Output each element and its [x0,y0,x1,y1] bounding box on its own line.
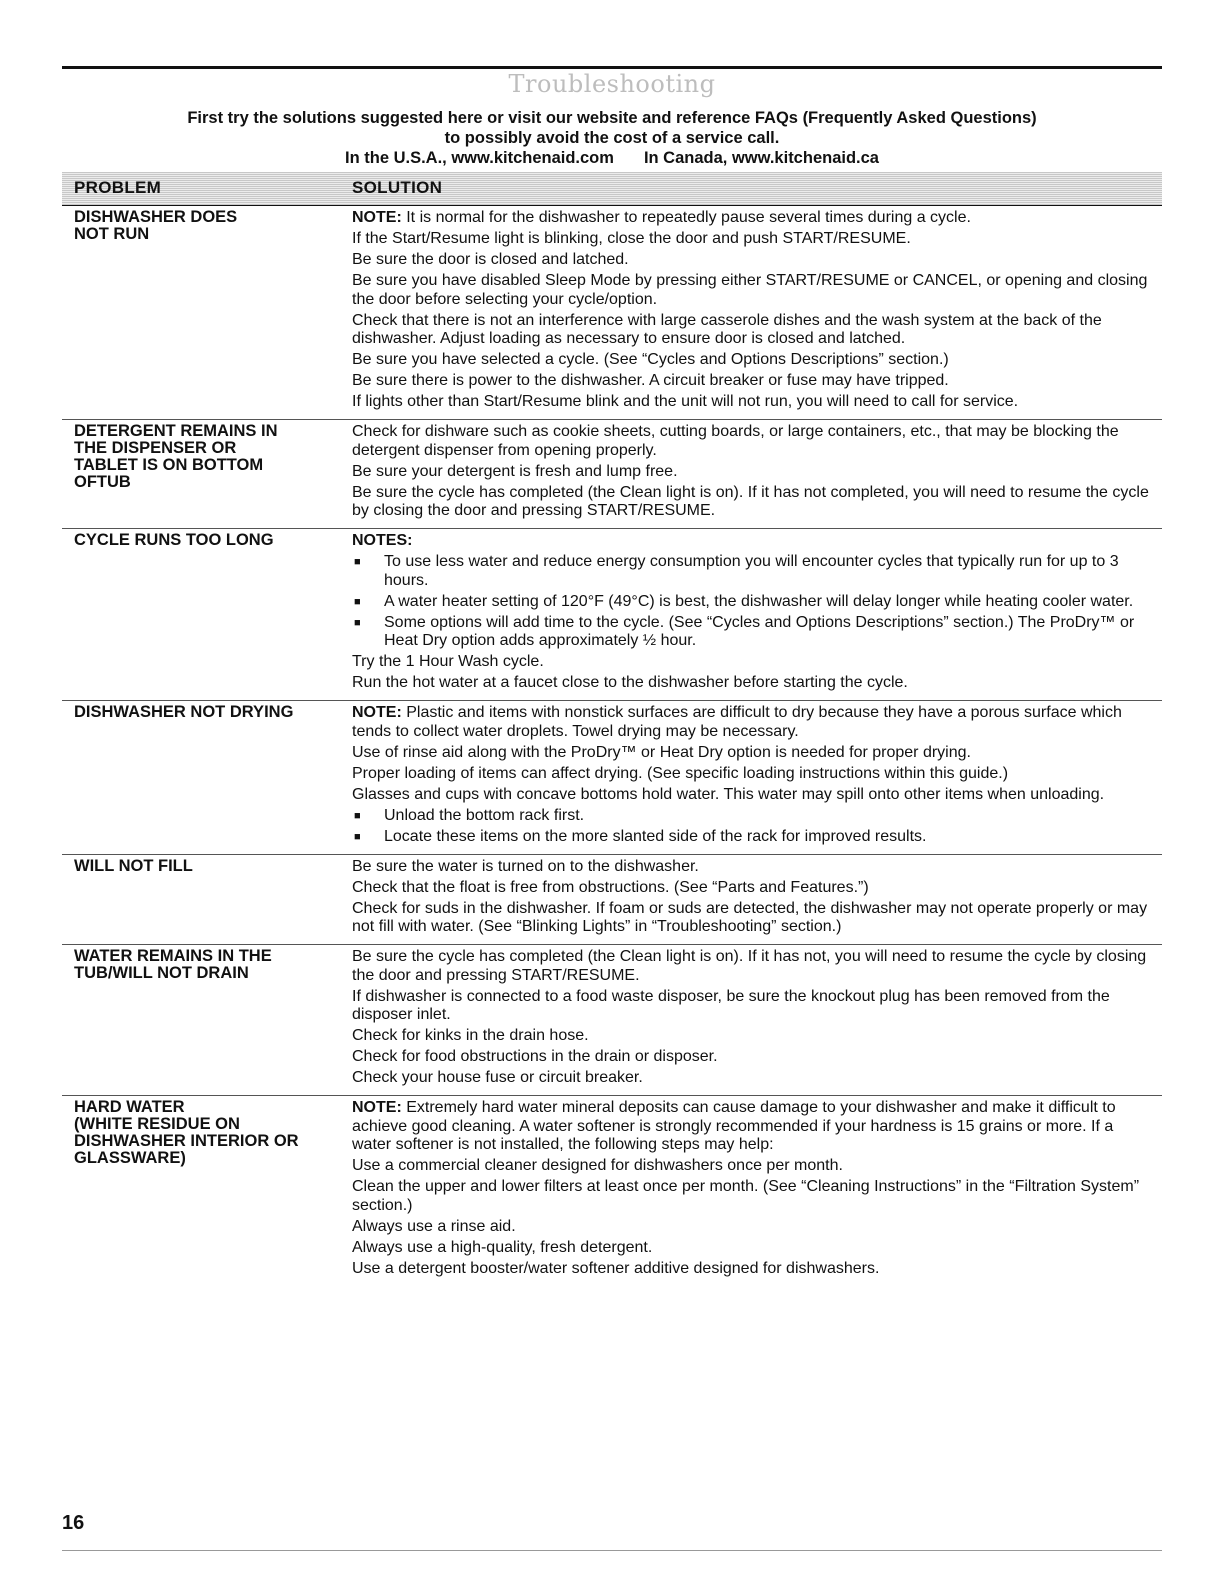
problem-text: WILL NOT FILL [74,856,193,875]
solution-paragraph [352,858,1152,877]
solution-text: Check for suds in the dishwasher. If foam or suds are detected, the dishwasher may not operate properly or may not fill with water. (See “Blinking Lights” in “Troubleshooting” section.) [352,899,1148,935]
solution-text: Be sure the water is turned on to the dishwasher. [352,857,699,875]
table-header [62,172,1162,206]
note-label: NOTE: [352,209,402,226]
note-label: NOTE: [352,704,402,721]
solution-paragraph [352,704,1152,741]
table-row [62,529,1162,701]
solution-text: Be sure you have selected a cycle. (See “Cycles and Options Descriptions” section.) [352,351,949,368]
solution-paragraph [352,1239,1152,1258]
problem-text: DETERGENT REMAINS IN [74,422,278,440]
solution-paragraph [352,393,1152,412]
problem-text: TABLET IS ON BOTTOM [74,456,264,474]
solution-text: Extremely hard water mineral deposits can cause damage to your dishwasher and make it difficult to achieve good cleaning. A water softener is strongly recommended if your hardness is 15 grains or more. If a water softener is not installed, the following steps may help: [352,1099,1116,1153]
table-row [62,420,1162,529]
solution-text: Use of rinse aid along with the ProDry™ or Heat Dry option is needed for proper drying. [352,743,971,761]
bullet-text: Unload the bottom rack first. [384,806,585,824]
solution-paragraph [352,879,1152,898]
problem-text: GLASSWARE) [74,1149,186,1167]
bullet-text: A water heater setting of 120°F (49°C) is best, the dishwasher will delay longer while heating cooler water. [384,592,1134,610]
bullet-item [352,807,1152,826]
problem-text: DISHWASHER INTERIOR OR [74,1132,299,1150]
solution-text: Check for kinks in the drain hose. [352,1027,589,1044]
problem-column-header: PROBLEM [74,178,162,197]
solution-text: If lights other than Start/Resume blink and the unit will not run, you will need to call for service. [352,393,1019,410]
solution-text: It is normal for the dishwasher to repeatedly pause several times during a cycle. [401,209,971,226]
problem-cell [62,1099,352,1281]
solution-text: Check for food obstructions in the drain or disposer. [352,1048,718,1065]
solution-paragraph [352,653,1152,672]
bullet-item [352,828,1152,847]
solution-text: Be sure the door is closed and latched. [352,251,629,268]
intro-line-1: First try the solutions suggested here or visit our website and reference FAQs (Frequently Asked Questions) [187,109,1037,127]
manual-page [62,0,1162,1585]
problem-text: NOT RUN [74,225,150,243]
solution-paragraph [352,988,1152,1025]
solution-text: Glasses and cups with concave bottoms hold water. This water may spill onto other items when unloading. [352,785,1105,803]
problem-text: DISHWASHER DOES [74,208,238,226]
note-label: NOTES: [352,532,413,549]
table-row [62,945,1162,1096]
problem-text: HARD WATER [74,1098,185,1116]
solution-paragraph [352,1178,1152,1215]
solution-paragraph [352,251,1152,270]
solution-text: Be sure the cycle has completed (the Clean light is on). If it has not completed, you will need to resume the cycle by closing the door and pressing START/RESUME. [352,483,1149,519]
solution-text: Use a detergent booster/water softener additive designed for dishwashers. [352,1259,880,1277]
solution-cell [352,209,1162,414]
solution-paragraph [352,209,1152,228]
troubleshooting-table [62,206,1162,1286]
problem-cell [62,858,352,940]
solution-cell [352,858,1162,940]
solution-paragraph [352,272,1152,309]
canada-website: In Canada, www.kitchenaid.ca [643,149,879,167]
solution-paragraph [352,674,1152,693]
bullet-item [352,593,1152,612]
solution-text: Proper loading of items can affect drying. (See specific loading instructions within this guide.) [352,764,1009,782]
solution-text: Use a commercial cleaner designed for dishwashers once per month. [352,1157,843,1174]
bottom-divider [62,1550,1162,1551]
problem-cell [62,948,352,1090]
solution-paragraph [352,532,1152,551]
bullet-square-icon: ■ [354,830,361,843]
intro-websites [62,148,1162,168]
problem-text: DISHWASHER NOT DRYING [74,703,294,721]
bullet-text: Some options will add time to the cycle. (See “Cycles and Options Descriptions” section.) The ProDry™ or Heat Dry option adds approximately ½ hour. [384,613,1135,649]
bullet-item [352,614,1152,651]
problem-cell [62,209,352,414]
solution-paragraph [352,423,1152,460]
solution-text: Check that there is not an interference with large casserole dishes and the wash system at the back of the dishwasher. Adjust loading as necessary to ensure door is closed and latched. [352,311,1102,347]
solution-paragraph [352,786,1152,805]
solution-text: Check that the float is free from obstructions. (See “Parts and Features.”) [352,878,869,896]
solution-paragraph [352,900,1152,937]
solution-text: Try the 1 Hour Wash cycle. [352,653,544,670]
problem-text: TUB/WILL NOT DRAIN [74,964,249,982]
solution-cell [352,1099,1162,1281]
problem-text: CYCLE RUNS TOO LONG [74,531,274,549]
problem-text: (WHITE RESIDUE ON [74,1115,240,1133]
bullet-text: Locate these items on the more slanted side of the rack for improved results. [384,827,927,845]
bullet-square-icon: ■ [354,809,361,822]
solution-paragraph [352,484,1152,521]
solution-paragraph [352,1157,1152,1176]
solution-text: Be sure there is power to the dishwasher. A circuit breaker or fuse may have tripped. [352,372,949,389]
intro-line-2: to possibly avoid the cost of a service call. [444,129,780,147]
solution-cell [352,532,1162,695]
problem-cell [62,704,352,849]
table-row [62,206,1162,420]
solution-text: Be sure your detergent is fresh and lump free. [352,462,678,480]
solution-text: Run the hot water at a faucet close to the dishwasher before starting the cycle. [352,674,908,691]
solution-text: Clean the upper and lower filters at least once per month. (See “Cleaning Instructions” in the “Filtration System” section.) [352,1178,1140,1214]
solution-cell [352,704,1162,849]
solution-paragraph [352,1069,1152,1088]
solution-paragraph [352,1218,1152,1237]
solution-paragraph [352,1099,1152,1155]
bullet-square-icon: ■ [354,616,361,629]
solution-cell [352,423,1162,523]
solution-paragraph [352,312,1152,349]
bullet-square-icon: ■ [354,556,361,568]
solution-paragraph [352,1048,1152,1067]
problem-text: OFTUB [74,473,131,491]
solution-text: Plastic and items with nonstick surfaces are difficult to dry because they have a porous surface which tends to collect water droplets. Towel drying may be necessary. [352,704,1122,740]
solution-paragraph [352,230,1152,249]
table-row [62,855,1162,946]
note-label: NOTE: [352,1099,402,1116]
solution-paragraph [352,463,1152,482]
table-row [62,1096,1162,1286]
table-row [62,701,1162,855]
problem-text: THE DISPENSER OR [74,439,237,457]
bullet-item [352,553,1152,590]
solution-text: Check your house fuse or circuit breaker. [352,1069,643,1086]
solution-text: Be sure the cycle has completed (the Clean light is on). If it has not, you will need to resume the cycle by closing the door and pressing START/RESUME. [352,948,1147,984]
page-title: Troubleshooting [508,70,716,98]
solution-text: Be sure you have disabled Sleep Mode by pressing either START/RESUME or CANCEL, or opening and closing the door before selecting your cycle/option. [352,272,1148,308]
solution-paragraph [352,744,1152,763]
solution-paragraph [352,372,1152,391]
bullet-text: To use less water and reduce energy consumption you will encounter cycles that typically run for up to 3 hours. [384,553,1119,589]
top-divider [62,66,1162,69]
problem-text: WATER REMAINS IN THE [74,947,272,965]
bullet-square-icon: ■ [354,595,361,608]
solution-column-header: SOLUTION [352,178,443,197]
solution-paragraph [352,1027,1152,1046]
solution-paragraph [352,948,1152,985]
problem-cell [62,532,352,695]
solution-text: If the Start/Resume light is blinking, close the door and push START/RESUME. [352,230,911,247]
solution-text: Check for dishware such as cookie sheets, cutting boards, or large containers, etc., that may be blocking the detergent dispenser from opening properly. [352,423,1119,459]
solution-text: Always use a rinse aid. [352,1217,516,1235]
solution-paragraph [352,765,1152,784]
us-website: In the U.S.A., www.kitchenaid.com [345,149,614,167]
solution-text: If dishwasher is connected to a food waste disposer, be sure the knockout plug has been removed from the disposer inlet. [352,987,1110,1023]
solution-paragraph [352,1260,1152,1279]
problem-cell [62,423,352,523]
intro-text [62,108,1162,168]
page-number: 16 [62,1512,85,1534]
solution-cell [352,948,1162,1090]
solution-text: Always use a high-quality, fresh detergent. [352,1238,653,1256]
solution-paragraph [352,351,1152,370]
